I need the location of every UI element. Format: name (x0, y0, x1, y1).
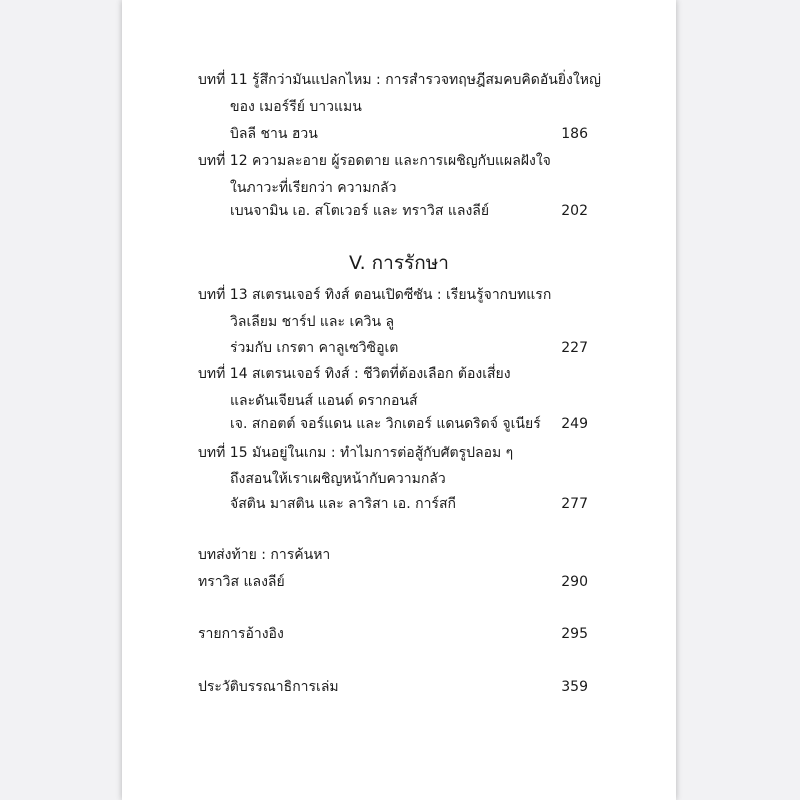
toc-entry-heading (122, 362, 676, 386)
chapter-11-title: บทที่ 11 รู้สึกว่ามันแปลกไหม : การสำรวจทฤษฎีสมคบคิดอันยิ่งใหญ่ (198, 72, 601, 88)
editors-page: 359 (561, 679, 588, 695)
toc-entry-continuation (122, 176, 676, 200)
toc-entry-heading (122, 149, 676, 173)
editors-label: ประวัติบรรณาธิการเล่ม (198, 679, 339, 695)
toc-entry-author-line (122, 570, 676, 594)
toc-entry-author-line (122, 412, 676, 436)
chapter-13-title: บทที่ 13 สเตรนเจอร์ ทิงส์ ตอนเปิดซีซัน : เรียนรู้จากบทแรก (198, 287, 552, 303)
chapter-14-page: 249 (561, 416, 588, 432)
toc-entry-author-line (122, 122, 676, 146)
chapter-15-title: บทที่ 15 มันอยู่ในเกม : ทำไมการต่อสู้กับศัตรูปลอม ๆ (198, 445, 514, 461)
chapter-12-author: เบนจามิน เอ. สโตเวอร์ และ ทราวิส แลงลีย์ (230, 203, 490, 219)
toc-entry-continuation (122, 467, 676, 491)
chapter-13-author: ร่วมกับ เกรตา คาลูเซวิซิอูเต (230, 340, 399, 356)
toc-entry (122, 675, 676, 699)
chapter-14-title-cont: และดันเจียนส์ แอนด์ ดรากอนส์ (230, 393, 418, 409)
chapter-12-title: บทที่ 12 ความละอาย ผู้รอดตาย และการเผชิญกับแผลฝังใจ (198, 153, 551, 169)
chapter-15-author: จัสติน มาสติน และ ลาริสา เอ. การ์สกี (230, 496, 456, 512)
toc-entry-continuation (122, 310, 676, 334)
book-page (122, 0, 676, 800)
toc-entry-heading (122, 441, 676, 465)
chapter-14-author: เจ. สกอตต์ จอร์แดน และ วิกเตอร์ แดนดริดจ์ จูเนียร์ (230, 416, 541, 432)
chapter-13-page: 227 (561, 340, 588, 356)
chapter-12-title-cont: ในภาวะที่เรียกว่า ความกลัว (230, 180, 397, 196)
toc-entry-author-line (122, 199, 676, 223)
epilogue-title: บทส่งท้าย : การค้นหา (198, 547, 331, 563)
toc-entry-heading (122, 543, 676, 567)
chapter-11-author: บิลลี ชาน ฮวน (230, 126, 318, 142)
section-title: V. การรักษา (349, 252, 449, 274)
chapter-11-page: 186 (561, 126, 588, 142)
toc-entry-author-line (122, 492, 676, 516)
references-page: 295 (561, 626, 588, 642)
toc-entry (122, 622, 676, 646)
chapter-14-title: บทที่ 14 สเตรนเจอร์ ทิงส์ : ชีวิตที่ต้องเลือก ต้องเสี่ยง (198, 366, 511, 382)
toc-entry-author-line (122, 336, 676, 360)
chapter-13-title-cont: วิลเลียม ชาร์ป และ เควิน ลู (230, 314, 395, 330)
toc-entry-continuation (122, 95, 676, 119)
chapter-15-page: 277 (561, 496, 588, 512)
epilogue-page: 290 (561, 574, 588, 590)
references-label: รายการอ้างอิง (198, 626, 284, 642)
toc-entry-continuation (122, 389, 676, 413)
toc-entry-heading (122, 283, 676, 307)
chapter-11-title-cont: ของ เมอร์รีย์ บาวแมน (230, 99, 362, 115)
chapter-15-title-cont: ถึงสอนให้เราเผชิญหน้ากับความกลัว (230, 471, 446, 487)
chapter-12-page: 202 (561, 203, 588, 219)
toc-entry-heading (122, 68, 676, 92)
epilogue-author: ทราวิส แลงลีย์ (198, 574, 285, 590)
